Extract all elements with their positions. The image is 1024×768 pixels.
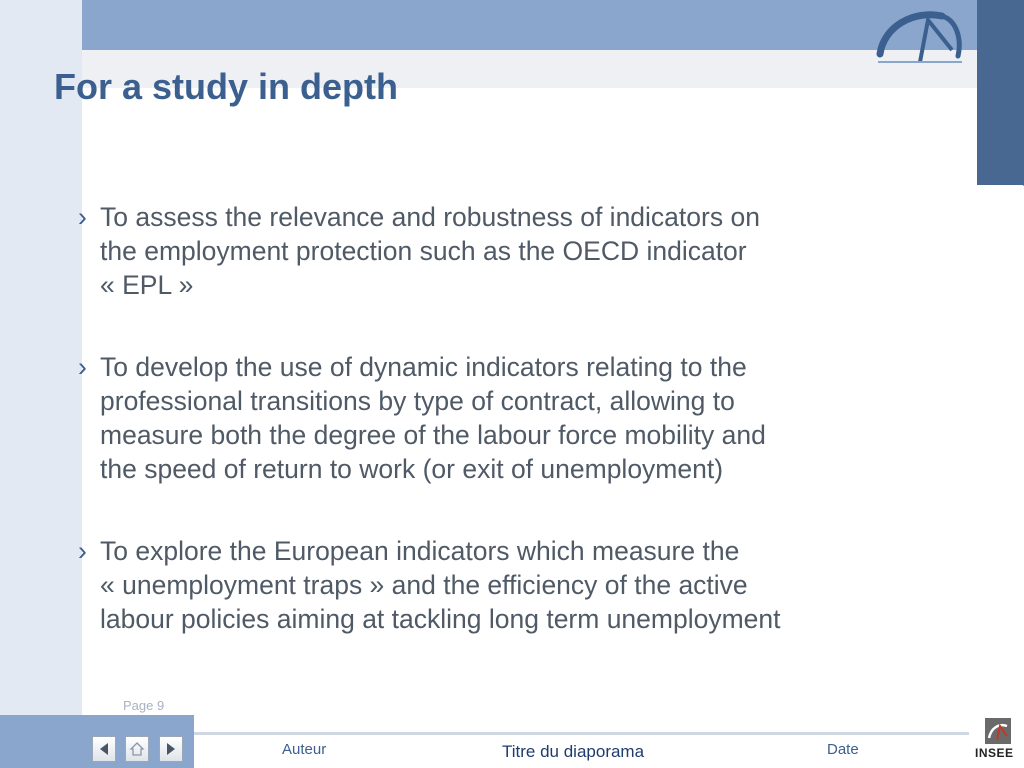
insee-logo-mark-icon: [985, 718, 1011, 744]
right-decor-band-tip: [977, 155, 1024, 186]
slide-title: For a study in depth: [54, 66, 399, 107]
bullet-list: [78, 200, 928, 636]
footer-divider: [194, 732, 969, 735]
insee-logo: [973, 716, 1023, 768]
bullet-text: To explore the European indicators which measure the « unemployment traps » and the efficiency of the active labour policies aiming at tackling long term unemployment: [100, 536, 781, 634]
bullet-marker-icon: ›: [78, 536, 87, 566]
footer-author: Auteur: [282, 741, 327, 758]
bullet-marker-icon: ›: [78, 352, 87, 382]
prev-slide-button[interactable]: [92, 736, 116, 762]
bullet-item: [78, 200, 928, 302]
bullet-item: [78, 534, 928, 636]
home-icon: [129, 741, 145, 757]
slide-logo-icon: [868, 4, 968, 68]
triangle-left-icon: [98, 742, 110, 756]
footer-title: Titre du diaporama: [502, 742, 645, 761]
home-button[interactable]: [125, 736, 149, 762]
page-number: Page 9: [123, 698, 165, 713]
bullet-marker-icon: ›: [78, 202, 87, 232]
bullet-item: [78, 350, 928, 486]
footer-date: Date: [827, 741, 859, 758]
insee-logo-text: INSEE: [975, 746, 1014, 760]
triangle-right-icon: [165, 742, 177, 756]
next-slide-button[interactable]: [159, 736, 183, 762]
bullet-text: To assess the relevance and robustness of indicators on the employment protection such as the OECD indicator « EPL »: [100, 202, 760, 300]
top-decor-band: [82, 0, 977, 50]
bullet-text: To develop the use of dynamic indicators relating to the professional transitions by type of contract, allowing to measure both the degree of the labour force mobility and the speed of return to work (or exit of unemployment): [100, 352, 766, 484]
